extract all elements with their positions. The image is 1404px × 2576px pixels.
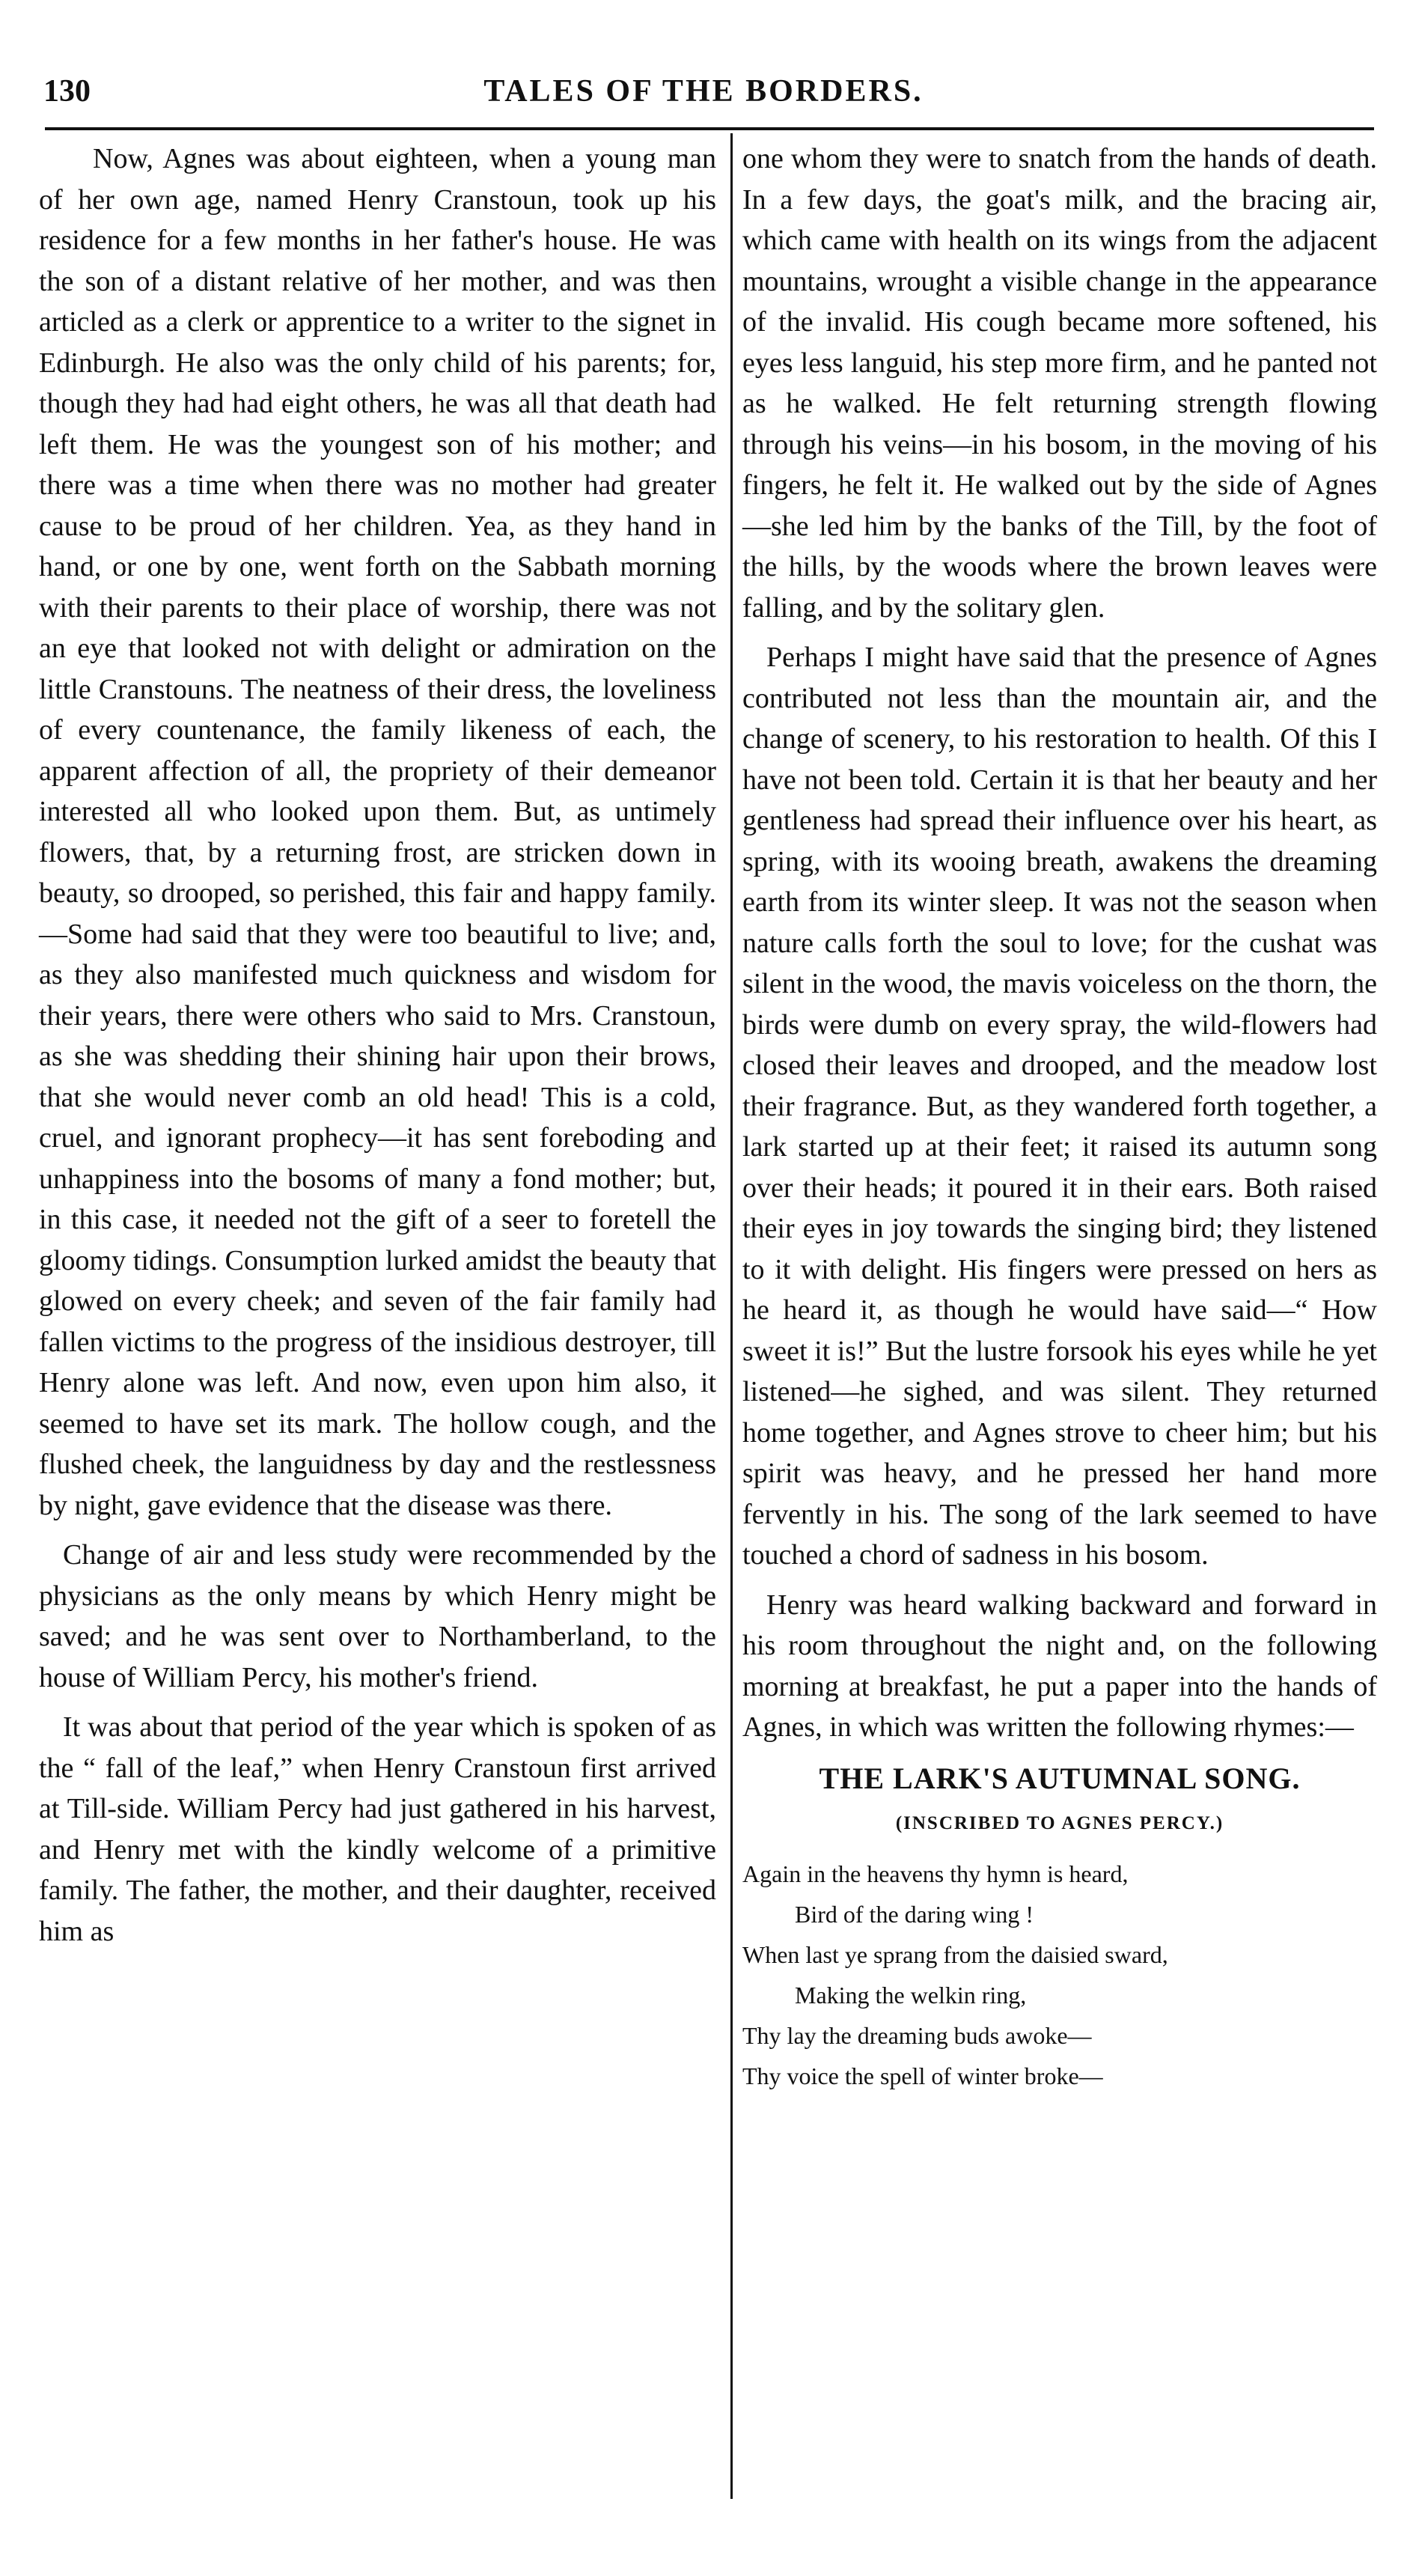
poem-stanza (742, 1854, 1377, 2096)
poem-dedication: (INSCRIBED TO AGNES PERCY.) (895, 1813, 1224, 1833)
poem-line: Again in the heavens thy hymn is heard, (742, 1860, 1129, 1887)
poem-line: Thy lay the dreaming buds awoke— (742, 2021, 1092, 2049)
left-column (39, 138, 716, 1961)
poem-line: Bird of the daring wing ! (795, 1900, 1034, 1928)
page-number: 130 (43, 74, 91, 109)
paragraph: one whom they were to snatch from the hands of death. In a few days, the goat's milk, and the bracing air, which came with health on its wings from the adjacent mountains, wrought a visible change in the appearance of the invalid. His cough became more softened, his eyes less languid, his step more firm, and he panted not as he walked. He felt returning strength flowing through his veins—in his bosom, in the moving of his fingers, he felt it. He walked out by the side of Agnes—she led him by the banks of the Till, by the foot of the hills, by the woods where the brown leaves were falling, and by the solitary glen. (742, 143, 1377, 624)
paragraph: It was about that period of the year which is spoken of as the “ fall of the leaf,” when Henry Cranstoun first arrived at Till-side. William Percy had just gathered in his harvest, and Henry met with the kindly welcome of a primitive family. The father, the mother, and their daughter, received him as (39, 1711, 716, 1947)
page-header (30, 73, 1377, 126)
paragraph: Perhaps I might have said that the presence of Agnes contributed not less than the mountain air, and the change of scenery, to his restoration to health. Of this I have not been told. Certain it is that her beauty and her gentleness had spread their influence over his heart, as spring, with its wooing breath, awakens the dreaming earth from its winter sleep. It was not the season when nature calls forth the soul to love; for the cushat was silent in the wood, the mavis voiceless on the thorn, the birds were dumb on every spray, the wild-flowers had closed their leaves and drooped, and the meadow lost their fragrance. But, as they wandered forth together, a lark started up at their feet; it raised its autumn song over their heads; it poured it in their ears. Both raised their eyes in joy towards the singing bird; they listened to it with delight. His fingers were pressed on hers as he heard it, as though he would have said—“ How sweet it is!” But the lustre forsook his eyes while he yet listened—he sighed, and was silent. They returned home together, and Agnes strove to cheer him; but his spirit was heavy, and he pressed her hand more fervently in his. The song of the lark seemed to have touched a chord of sadness in his bosom. (742, 642, 1377, 1571)
poem-title: THE LARK'S AUTUMNAL SONG. (819, 1761, 1301, 1795)
poem-line: Making the welkin ring, (795, 1981, 1027, 2009)
paragraph: Now, Agnes was about eighteen, when a young man of her own age, named Henry Cranstoun, took up his residence for a few months in her father's house. He was the son of a distant relative of her mother, and was then articled as a clerk or apprentice to a writer to the signet in Edinburgh. He also was the only child of his parents; for, though they had had eight others, he was all that death had left them. He was the youngest son of his mother; and there was a time when there was no mother had greater cause to be proud of her children. Yea, as they hand in hand, or one by one, went forth on the Sabbath morning with their parents to their place of worship, there was not an eye that looked not with delight or admiration on the little Cranstouns. The neatness of their dress, the loveliness of every countenance, the family likeness of each, the apparent affection of all, the propriety of their demeanor interested all who looked upon them. But, as untimely flowers, that, by a returning frost, are stricken down in beauty, so drooped, so perished, this fair and happy family.—Some had said that they were too beautiful to live; and, as they also manifested much quickness and wisdom for their years, there were others who said to Mrs. Cranstoun, as she was shedding their shining hair upon their brows, that she would never comb an old head! This is a cold, cruel, and ignorant prophecy—it has sent foreboding and unhappiness into the bosoms of many a fond mother; but, in this case, it needed not the gift of a seer to foretell the gloomy tidings. Consumption lurked amidst the beauty that glowed on every cheek; and seven of the fair family had fallen victims to the progress of the insidious destroyer, till Henry alone was left. And now, even upon him also, it seemed to have set its mark. The hollow cough, and the flushed cheek, the languidness by day and the restlessness by night, gave evidence that the disease was there. (39, 143, 716, 1521)
paragraph: Change of air and less study were recommended by the physicians as the only means by which Henry might be saved; and he was sent over to Northamberland, to the house of William Percy, his mother's friend. (39, 1539, 716, 1693)
paragraph: Henry was heard walking backward and forward in his room throughout the night and, on the following morning at breakfast, he put a paper into the hands of Agnes, in which was written the following rhymes:— (742, 1589, 1377, 1743)
right-column (742, 138, 1377, 2096)
poem-line: When last ye sprang from the daisied sward, (742, 1940, 1168, 1968)
column-divider (730, 133, 733, 2499)
header-rule (45, 127, 1374, 130)
poem-line: Thy voice the spell of winter broke— (742, 2062, 1103, 2089)
running-title: TALES OF THE BORDERS. (483, 74, 924, 109)
